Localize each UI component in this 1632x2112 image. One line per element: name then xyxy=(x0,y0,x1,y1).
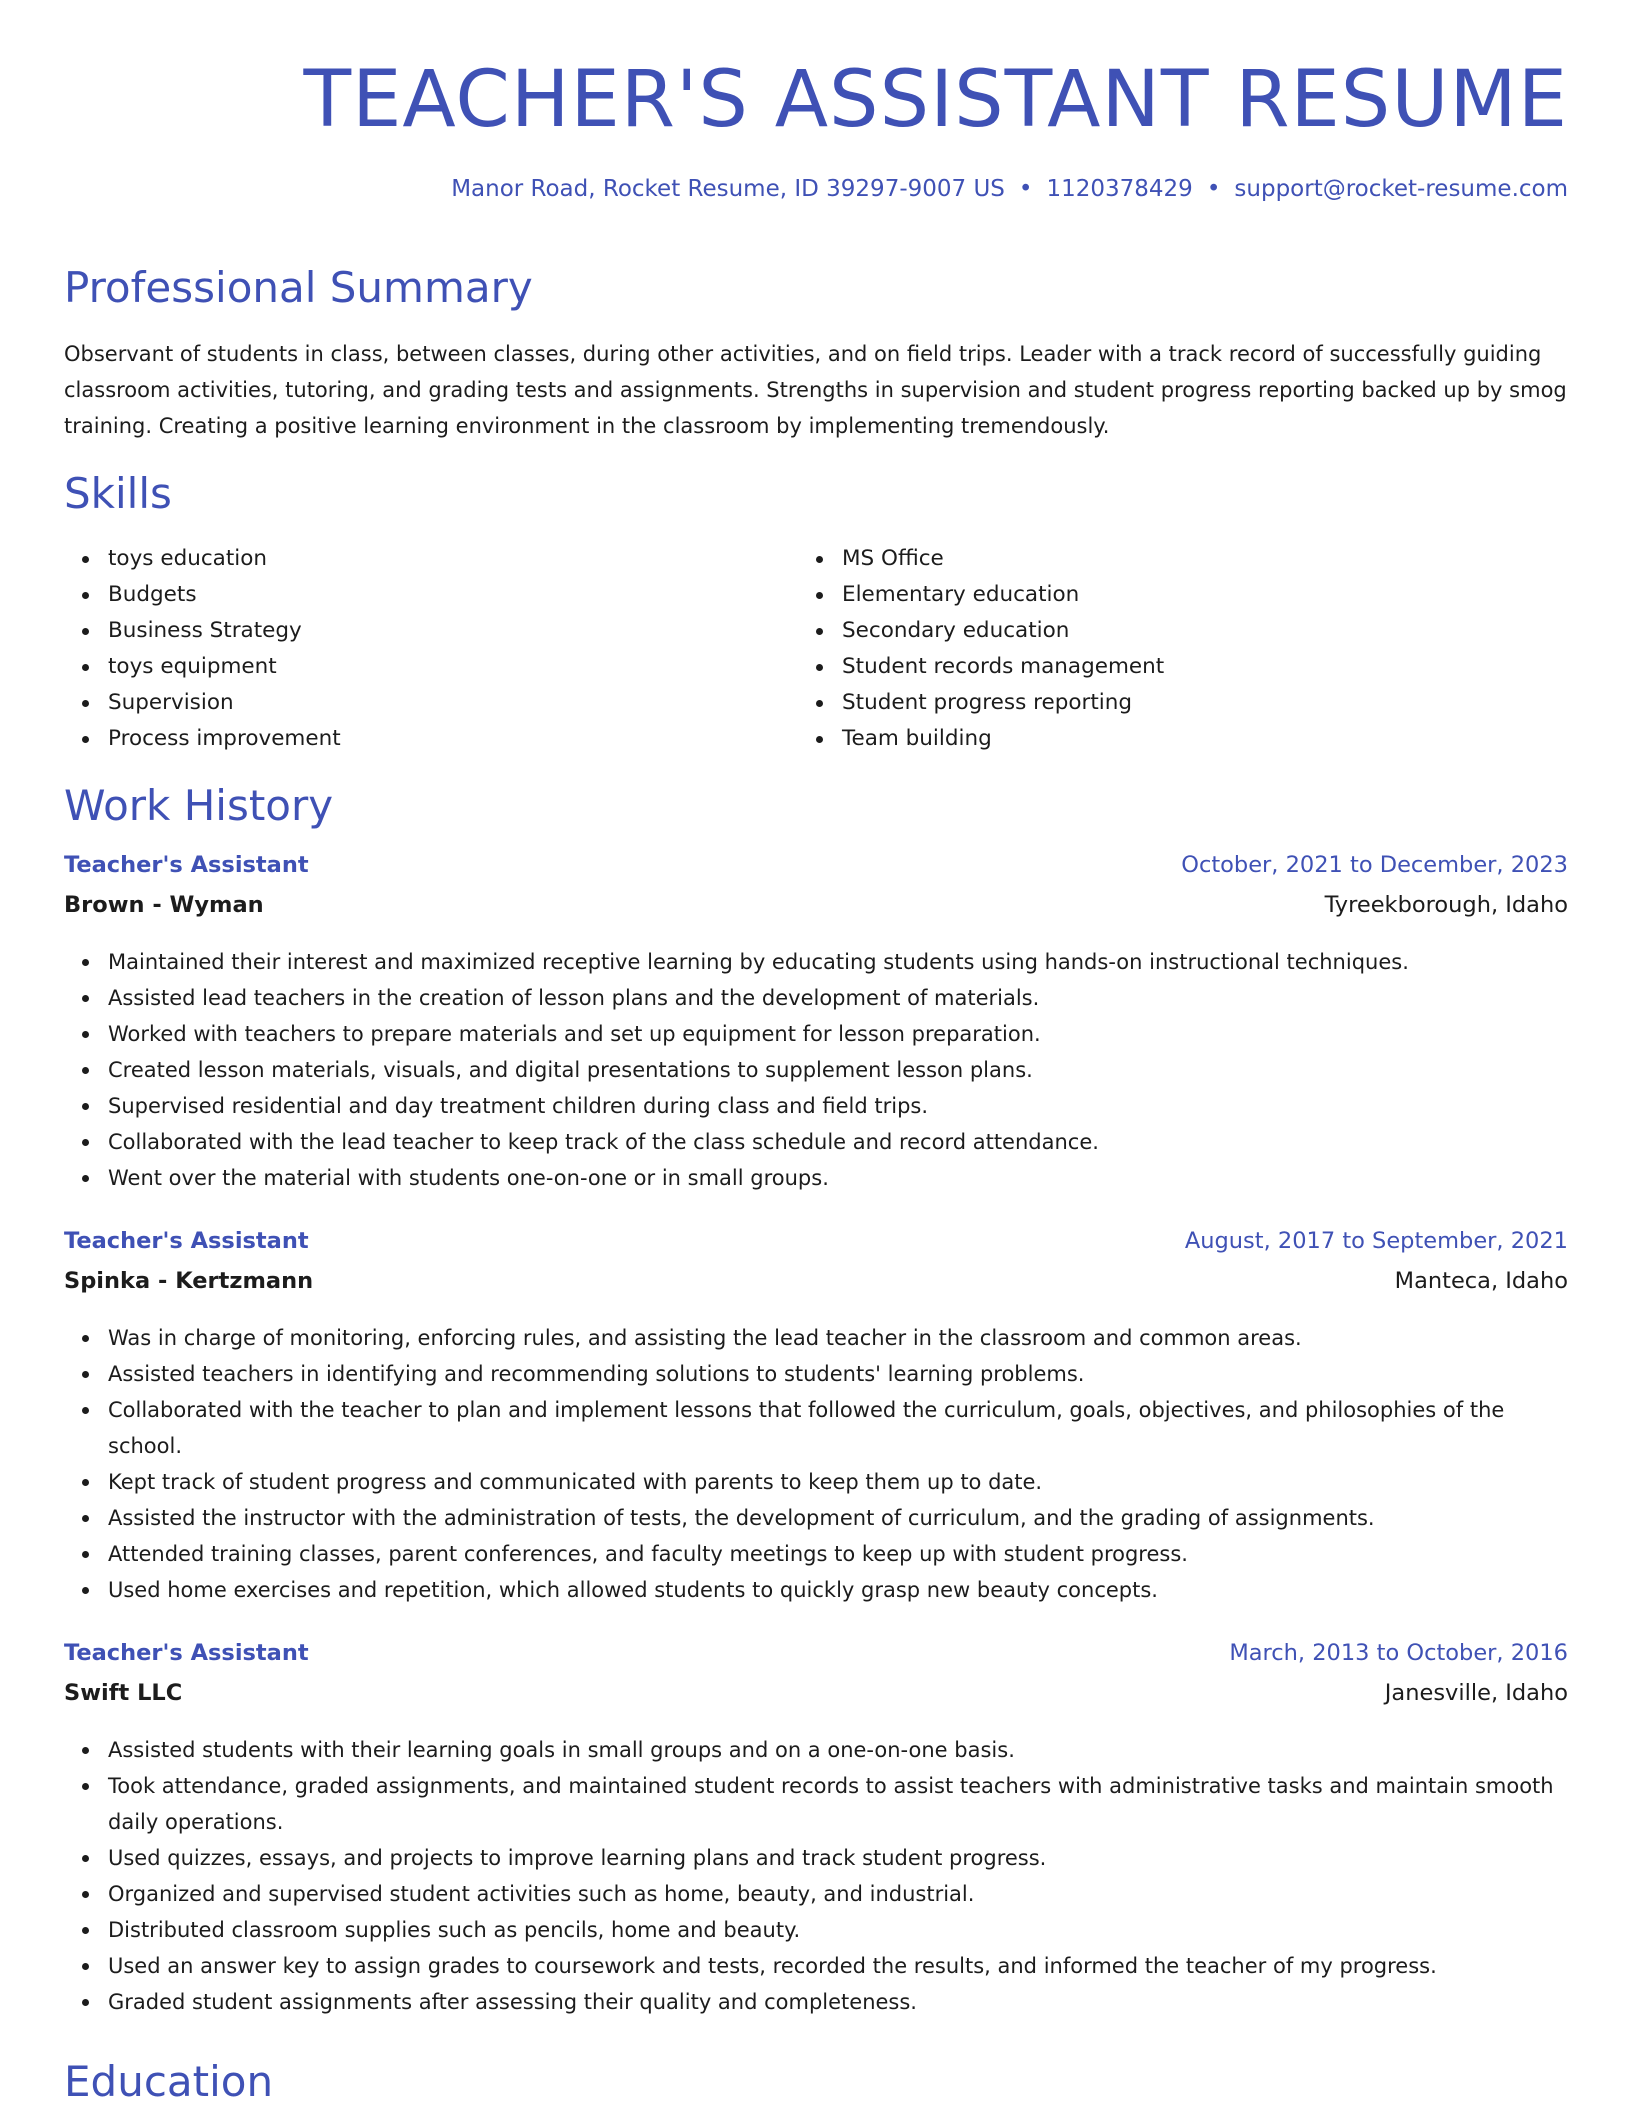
work-history-heading: Work History xyxy=(64,781,334,830)
job-company: Brown - Wyman xyxy=(64,892,264,918)
skill-item: Team building xyxy=(842,721,1164,757)
job-bullet: Used an answer key to assign grades to coursework and tests, recorded the results, and informed the teacher of my progress. xyxy=(108,1948,1568,1984)
summary-heading: Professional Summary xyxy=(64,263,533,312)
skills-list-right xyxy=(798,541,1164,757)
skills-heading: Skills xyxy=(64,469,172,518)
skill-item: Student records management xyxy=(842,649,1164,685)
job-bullet: Attended training classes, parent conferences, and faculty meetings to keep up with student progress. xyxy=(108,1536,1568,1572)
education-heading: Education xyxy=(64,2057,274,2106)
job-bullet: Assisted students with their learning goals in small groups and on a one-on-one basis. xyxy=(108,1732,1568,1768)
job-company-row xyxy=(64,892,1568,932)
job-entry xyxy=(64,1228,1568,1608)
skill-item: MS Office xyxy=(842,541,1164,577)
skill-item: toys equipment xyxy=(108,649,341,685)
summary-text: Observant of students in class, between classes, during other activities, and on field trips. Leader with a track record of successfully guiding classroom activities, tutoring, and grading tests and assignments. Strengths in supervision and student progress reporting backed up by smog training. Creating a positive learning environment in the classroom by implementing tremendously. xyxy=(64,342,1567,438)
job-dates: March, 2013 to October, 2016 xyxy=(1229,1640,1568,1666)
skills-list-left xyxy=(64,541,341,757)
job-dates: October, 2021 to December, 2023 xyxy=(1181,852,1568,878)
job-title: Teacher's Assistant xyxy=(64,1640,309,1666)
resume-page xyxy=(64,0,1568,2106)
skill-item: Elementary education xyxy=(842,577,1164,613)
contact-address: Manor Road, Rocket Resume, ID 39297-9007 US xyxy=(451,176,1005,202)
job-bullet: Collaborated with the lead teacher to keep track of the class schedule and record attendance. xyxy=(108,1124,1568,1160)
job-entry xyxy=(64,852,1568,1196)
job-title: Teacher's Assistant xyxy=(64,1228,309,1254)
job-bullet: Assisted lead teachers in the creation of lesson plans and the development of materials. xyxy=(108,980,1568,1016)
job-bullet: Used quizzes, essays, and projects to improve learning plans and track student progress. xyxy=(108,1840,1568,1876)
job-bullets xyxy=(64,1320,1568,1608)
job-bullet: Supervised residential and day treatment children during class and field trips. xyxy=(108,1088,1568,1124)
job-bullet: Organized and supervised student activities such as home, beauty, and industrial. xyxy=(108,1876,1568,1912)
job-company: Swift LLC xyxy=(64,1680,183,1706)
job-header-row xyxy=(64,1228,1568,1268)
job-bullet: Maintained their interest and maximized receptive learning by educating students using hands-on instructional techniques. xyxy=(108,944,1568,980)
job-company-row xyxy=(64,1680,1568,1720)
job-header-row xyxy=(64,852,1568,892)
job-bullet: Collaborated with the teacher to plan and implement lessons that followed the curriculum, goals, objectives, and philosophies of the school. xyxy=(108,1392,1568,1464)
skill-item: Business Strategy xyxy=(108,613,341,649)
job-bullet: Assisted the instructor with the administration of tests, the development of curriculum, and the grading of assignments. xyxy=(108,1500,1568,1536)
job-bullet: Was in charge of monitoring, enforcing rules, and assisting the lead teacher in the classroom and common areas. xyxy=(108,1320,1568,1356)
contact-separator: • xyxy=(1018,176,1033,202)
contact-line xyxy=(451,176,1568,202)
job-bullet: Created lesson materials, visuals, and digital presentations to supplement lesson plans. xyxy=(108,1052,1568,1088)
job-bullet: Worked with teachers to prepare materials and set up equipment for lesson preparation. xyxy=(108,1016,1568,1052)
job-bullet: Distributed classroom supplies such as pencils, home and beauty. xyxy=(108,1912,1568,1948)
skill-item: Secondary education xyxy=(842,613,1164,649)
job-location: Manteca, Idaho xyxy=(1394,1268,1568,1294)
skill-item: Supervision xyxy=(108,685,341,721)
skill-item: Student progress reporting xyxy=(842,685,1164,721)
skill-item: Process improvement xyxy=(108,721,341,757)
contact-phone: 1120378429 xyxy=(1046,176,1193,202)
skill-item: toys education xyxy=(108,541,341,577)
job-bullet: Assisted teachers in identifying and recommending solutions to students' learning problems. xyxy=(108,1356,1568,1392)
job-bullet: Took attendance, graded assignments, and maintained student records to assist teachers with administrative tasks and maintain smooth daily operations. xyxy=(108,1768,1568,1840)
job-bullet: Graded student assignments after assessing their quality and completeness. xyxy=(108,1984,1568,2020)
contact-separator: • xyxy=(1206,176,1221,202)
job-bullets xyxy=(64,1732,1568,2020)
job-location: Janesville, Idaho xyxy=(1384,1680,1568,1706)
job-bullet: Used home exercises and repetition, which allowed students to quickly grasp new beauty concepts. xyxy=(108,1572,1568,1608)
skill-item: Budgets xyxy=(108,577,341,613)
job-title: Teacher's Assistant xyxy=(64,852,309,878)
resume-title: TEACHER'S ASSISTANT RESUME xyxy=(303,55,1568,145)
job-location: Tyreekborough, Idaho xyxy=(1324,892,1568,918)
job-dates: August, 2017 to September, 2021 xyxy=(1184,1228,1568,1254)
job-bullets xyxy=(64,944,1568,1196)
job-entry xyxy=(64,1640,1568,2020)
contact-email: support@rocket-resume.com xyxy=(1234,176,1568,202)
job-bullet: Went over the material with students one-on-one or in small groups. xyxy=(108,1160,1568,1196)
job-company-row xyxy=(64,1268,1568,1308)
job-bullet: Kept track of student progress and communicated with parents to keep them up to date. xyxy=(108,1464,1568,1500)
job-header-row xyxy=(64,1640,1568,1680)
job-company: Spinka - Kertzmann xyxy=(64,1268,314,1294)
